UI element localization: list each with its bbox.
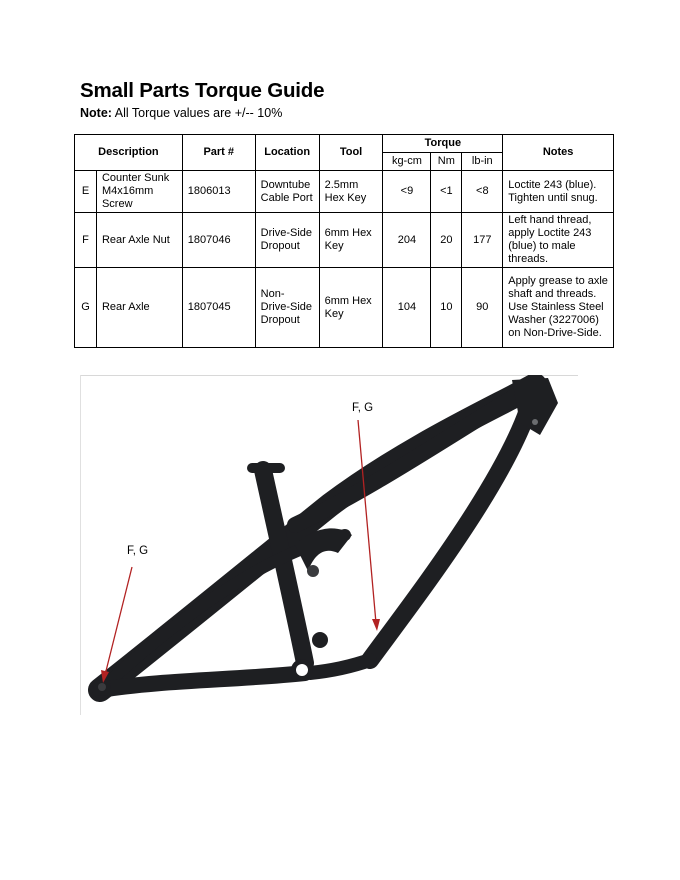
row-location: Downtube Cable Port xyxy=(255,171,319,213)
row-tool: 2.5mm Hex Key xyxy=(319,171,383,213)
row-notes: Loctite 243 (blue). Tighten until snug. xyxy=(503,171,614,213)
header-tool: Tool xyxy=(319,135,383,171)
row-kgcm: 104 xyxy=(383,268,431,348)
row-lbin: 90 xyxy=(462,268,503,348)
row-description: Counter Sunk M4x16mm Screw xyxy=(96,171,182,213)
header-location: Location xyxy=(255,135,319,171)
bike-frame-illustration xyxy=(80,375,578,715)
row-location: Drive-Side Dropout xyxy=(255,213,319,268)
row-kgcm: <9 xyxy=(383,171,431,213)
table-row xyxy=(75,213,614,268)
row-nm: 10 xyxy=(431,268,462,348)
row-notes: Left hand thread, apply Loctite 243 (blue) to male threads. xyxy=(503,213,614,268)
header-nm: Nm xyxy=(431,153,462,171)
torque-note xyxy=(80,106,282,120)
row-part: 1807045 xyxy=(182,268,255,348)
callout-label-top: F, G xyxy=(352,402,374,414)
note-text: All Torque values are +/-- 10% xyxy=(111,106,283,120)
header-notes: Notes xyxy=(503,135,614,171)
row-nm: 20 xyxy=(431,213,462,268)
row-tool: 6mm Hex Key xyxy=(319,268,383,348)
table-row xyxy=(75,171,614,213)
row-part: 1806013 xyxy=(182,171,255,213)
header-kgcm: kg-cm xyxy=(383,153,431,171)
row-lbin: <8 xyxy=(462,171,503,213)
table-row xyxy=(75,268,614,348)
row-tool: 6mm Hex Key xyxy=(319,213,383,268)
callout-label-left: F, G xyxy=(127,545,149,557)
row-id: F xyxy=(75,213,97,268)
bike-frame-figure xyxy=(80,375,578,715)
row-lbin: 177 xyxy=(462,213,503,268)
row-nm: <1 xyxy=(431,171,462,213)
row-part: 1807046 xyxy=(182,213,255,268)
torque-table xyxy=(74,134,614,348)
header-torque: Torque xyxy=(383,135,503,153)
row-id: E xyxy=(75,171,97,213)
row-notes: Apply grease to axle shaft and threads. Use Stainless Steel Washer (3227006) on Non-Drive-Side. xyxy=(503,268,614,348)
row-description: Rear Axle xyxy=(96,268,182,348)
row-location: Non-Drive-Side Dropout xyxy=(255,268,319,348)
header-lbin: lb-in xyxy=(462,153,503,171)
header-part: Part # xyxy=(182,135,255,171)
note-label: Note: xyxy=(80,106,112,120)
page-title: Small Parts Torque Guide xyxy=(80,79,325,102)
row-kgcm: 204 xyxy=(383,213,431,268)
header-description: Description xyxy=(75,135,183,171)
row-description: Rear Axle Nut xyxy=(96,213,182,268)
row-id: G xyxy=(75,268,97,348)
